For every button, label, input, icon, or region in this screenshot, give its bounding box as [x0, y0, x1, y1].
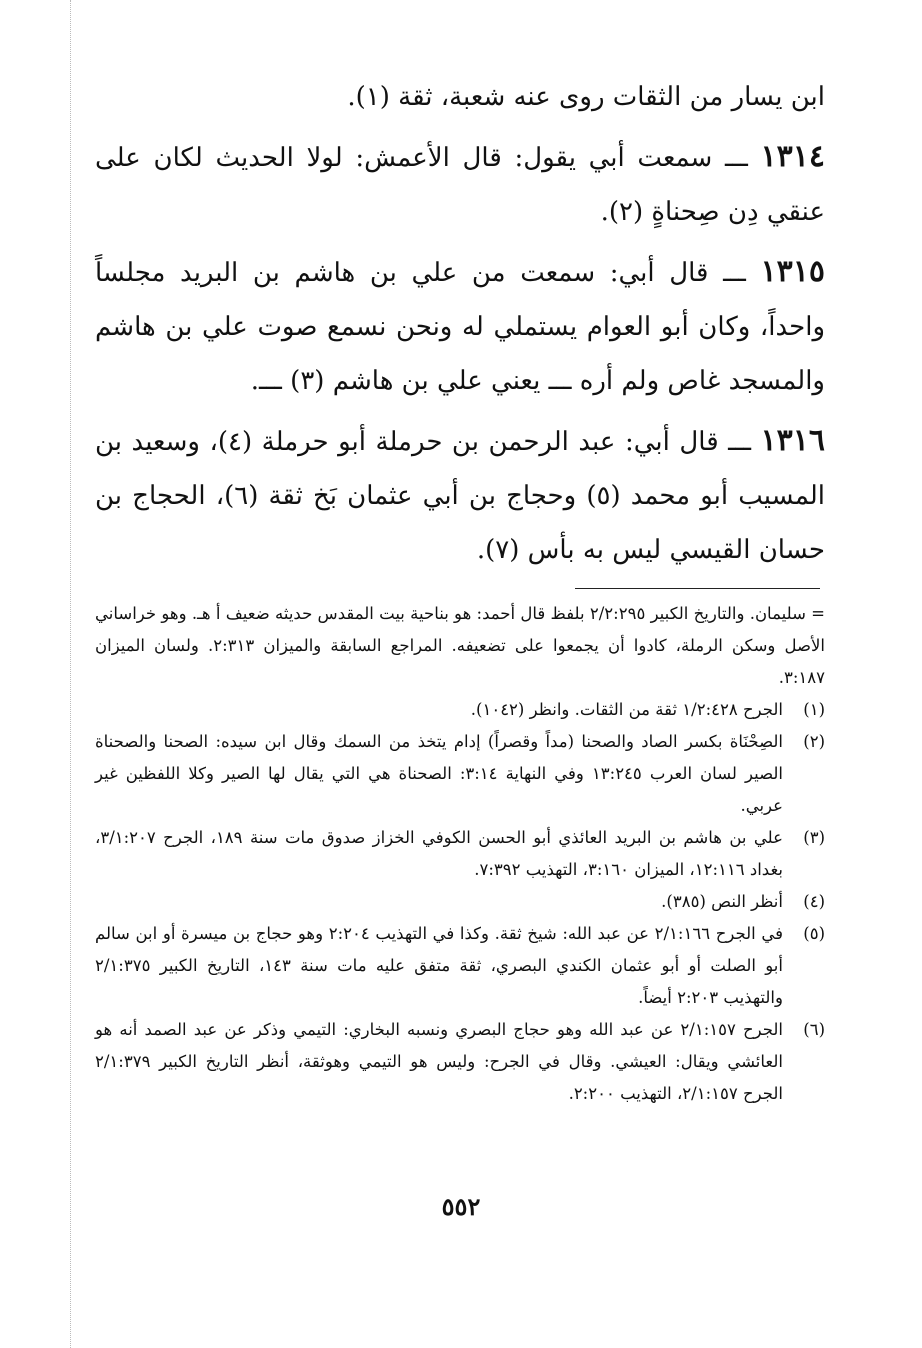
footnote-1 [95, 694, 825, 726]
footnote-number: (١) [803, 700, 825, 719]
footnotes [95, 598, 825, 1110]
footnote-number: (٤) [803, 892, 825, 911]
page-number: ٥٥٢ [441, 1192, 481, 1221]
footnote-text: الجرح ١/٢:٤٢٨ ثقة من الثقات. وانظر (١٠٤٢). [470, 700, 783, 719]
footnote-5 [95, 918, 825, 1014]
continuation-line [95, 70, 825, 124]
entry-text: ـــ قال أبي: عبد الرحمن بن حرملة أبو حرملة (٤)، وسعيد بن المسيب أبو محمد (٥) وحجاج بن أبي عثمان بَخ ثقة (٦)، الحجاج بن حسان القيسي ليس به بأس (٧). [95, 427, 826, 565]
footnote-2 [95, 726, 825, 822]
footnote-continuation: = سليمان. والتاريخ الكبير ٢/٢:٢٩٥ بلفظ قال أحمد: هو بناحية بيت المقدس حديثه ضعيف أ هـ. وهو خراساني الأصل وسكن الرملة، كادوا أن يجمعوا على تضعيفه. المراجع السابقة والميزان ٢:٣١٣. ولسان الميزان ٣:١٨٧. [95, 604, 825, 687]
entry-text: ـــ سمعت أبي يقول: قال الأعمش: لولا الحديث لكان على عنقي دِن صِحناةٍ (٢). [95, 143, 825, 227]
entry-1316 [95, 414, 825, 577]
footnote-number: (٢) [803, 732, 825, 751]
footnote-6 [95, 1014, 825, 1110]
footnote-text: أنظر النص (٣٨٥). [661, 892, 783, 911]
footnote-number: (٥) [803, 924, 825, 943]
main-text-body [95, 70, 825, 583]
entry-1315 [95, 245, 825, 408]
footnote-number: (٣) [803, 828, 825, 847]
entry-number: ١٣١٥ [760, 254, 825, 289]
entry-number: ١٣١٦ [760, 423, 825, 458]
footnote-text: في الجرح ٢/١:١٦٦ عن عبد الله: شيخ ثقة. وكذا في التهذيب ٢:٢٠٤ وهو حجاج بن ميسرة أو ابن سالم أبو الصلت أو أبو عثمان الكندي البصري، ثقة متفق عليه مات سنة ١٤٣، التاريخ الكبير ٢/١:٣٧٥ والتهذيب ٢:٢٠٣ أيضاً. [95, 924, 783, 1007]
footnote-text: الصِحْنَاة بكسر الصاد والصحنا (مداً وقصراً) إدام يتخذ من السمك وقال ابن سيده: الصحنا والصحناة الصير لسان العرب ١٣:٢٤٥ وفي النهاية ٣:١٤: الصحناة هي التي يقال لها الصير وكلا اللفظين غير عربي. [95, 732, 783, 815]
entry-1314 [95, 130, 825, 239]
footnote-4 [95, 886, 825, 918]
footnote-divider [575, 588, 820, 589]
entry-text: ـــ قال أبي: سمعت من علي بن هاشم بن البريد مجلساً واحداً، وكان أبو العوام يستملي له ونحن نسمع صوت علي بن هاشم والمسجد غاص ولم أره ـــ يعني علي بن هاشم (٣) ـــ. [95, 258, 825, 396]
continuation-text: ابن يسار من الثقات روى عنه شعبة، ثقة (١). [347, 82, 825, 112]
footnote-text: علي بن هاشم بن البريد العائذي أبو الحسن الكوفي الخزاز صدوق مات سنة ١٨٩، الجرح ٣/١:٢٠٧، بغداد ١٢:١١٦، الميزان ٣:١٦٠، التهذيب ٧:٣٩٢. [95, 828, 783, 879]
entry-number: ١٣١٤ [760, 139, 825, 174]
footnote-number: (٦) [803, 1020, 825, 1039]
margin-dotted-line [70, 0, 71, 1348]
footnote-3 [95, 822, 825, 886]
footnote-text: الجرح ٢/١:١٥٧ عن عبد الله وهو حجاج البصري ونسبه البخاري: التيمي وذكر عن عبد الصمد أنه هو العائشي ويقال: العيشي. وقال في الجرح: وليس هو التيمي وهوثقة، أنظر التاريخ الكبير ٢/١:٣٧٩ الجرح ٢/١:١٥٧، التهذيب ٢:٢٠٠. [95, 1020, 783, 1103]
